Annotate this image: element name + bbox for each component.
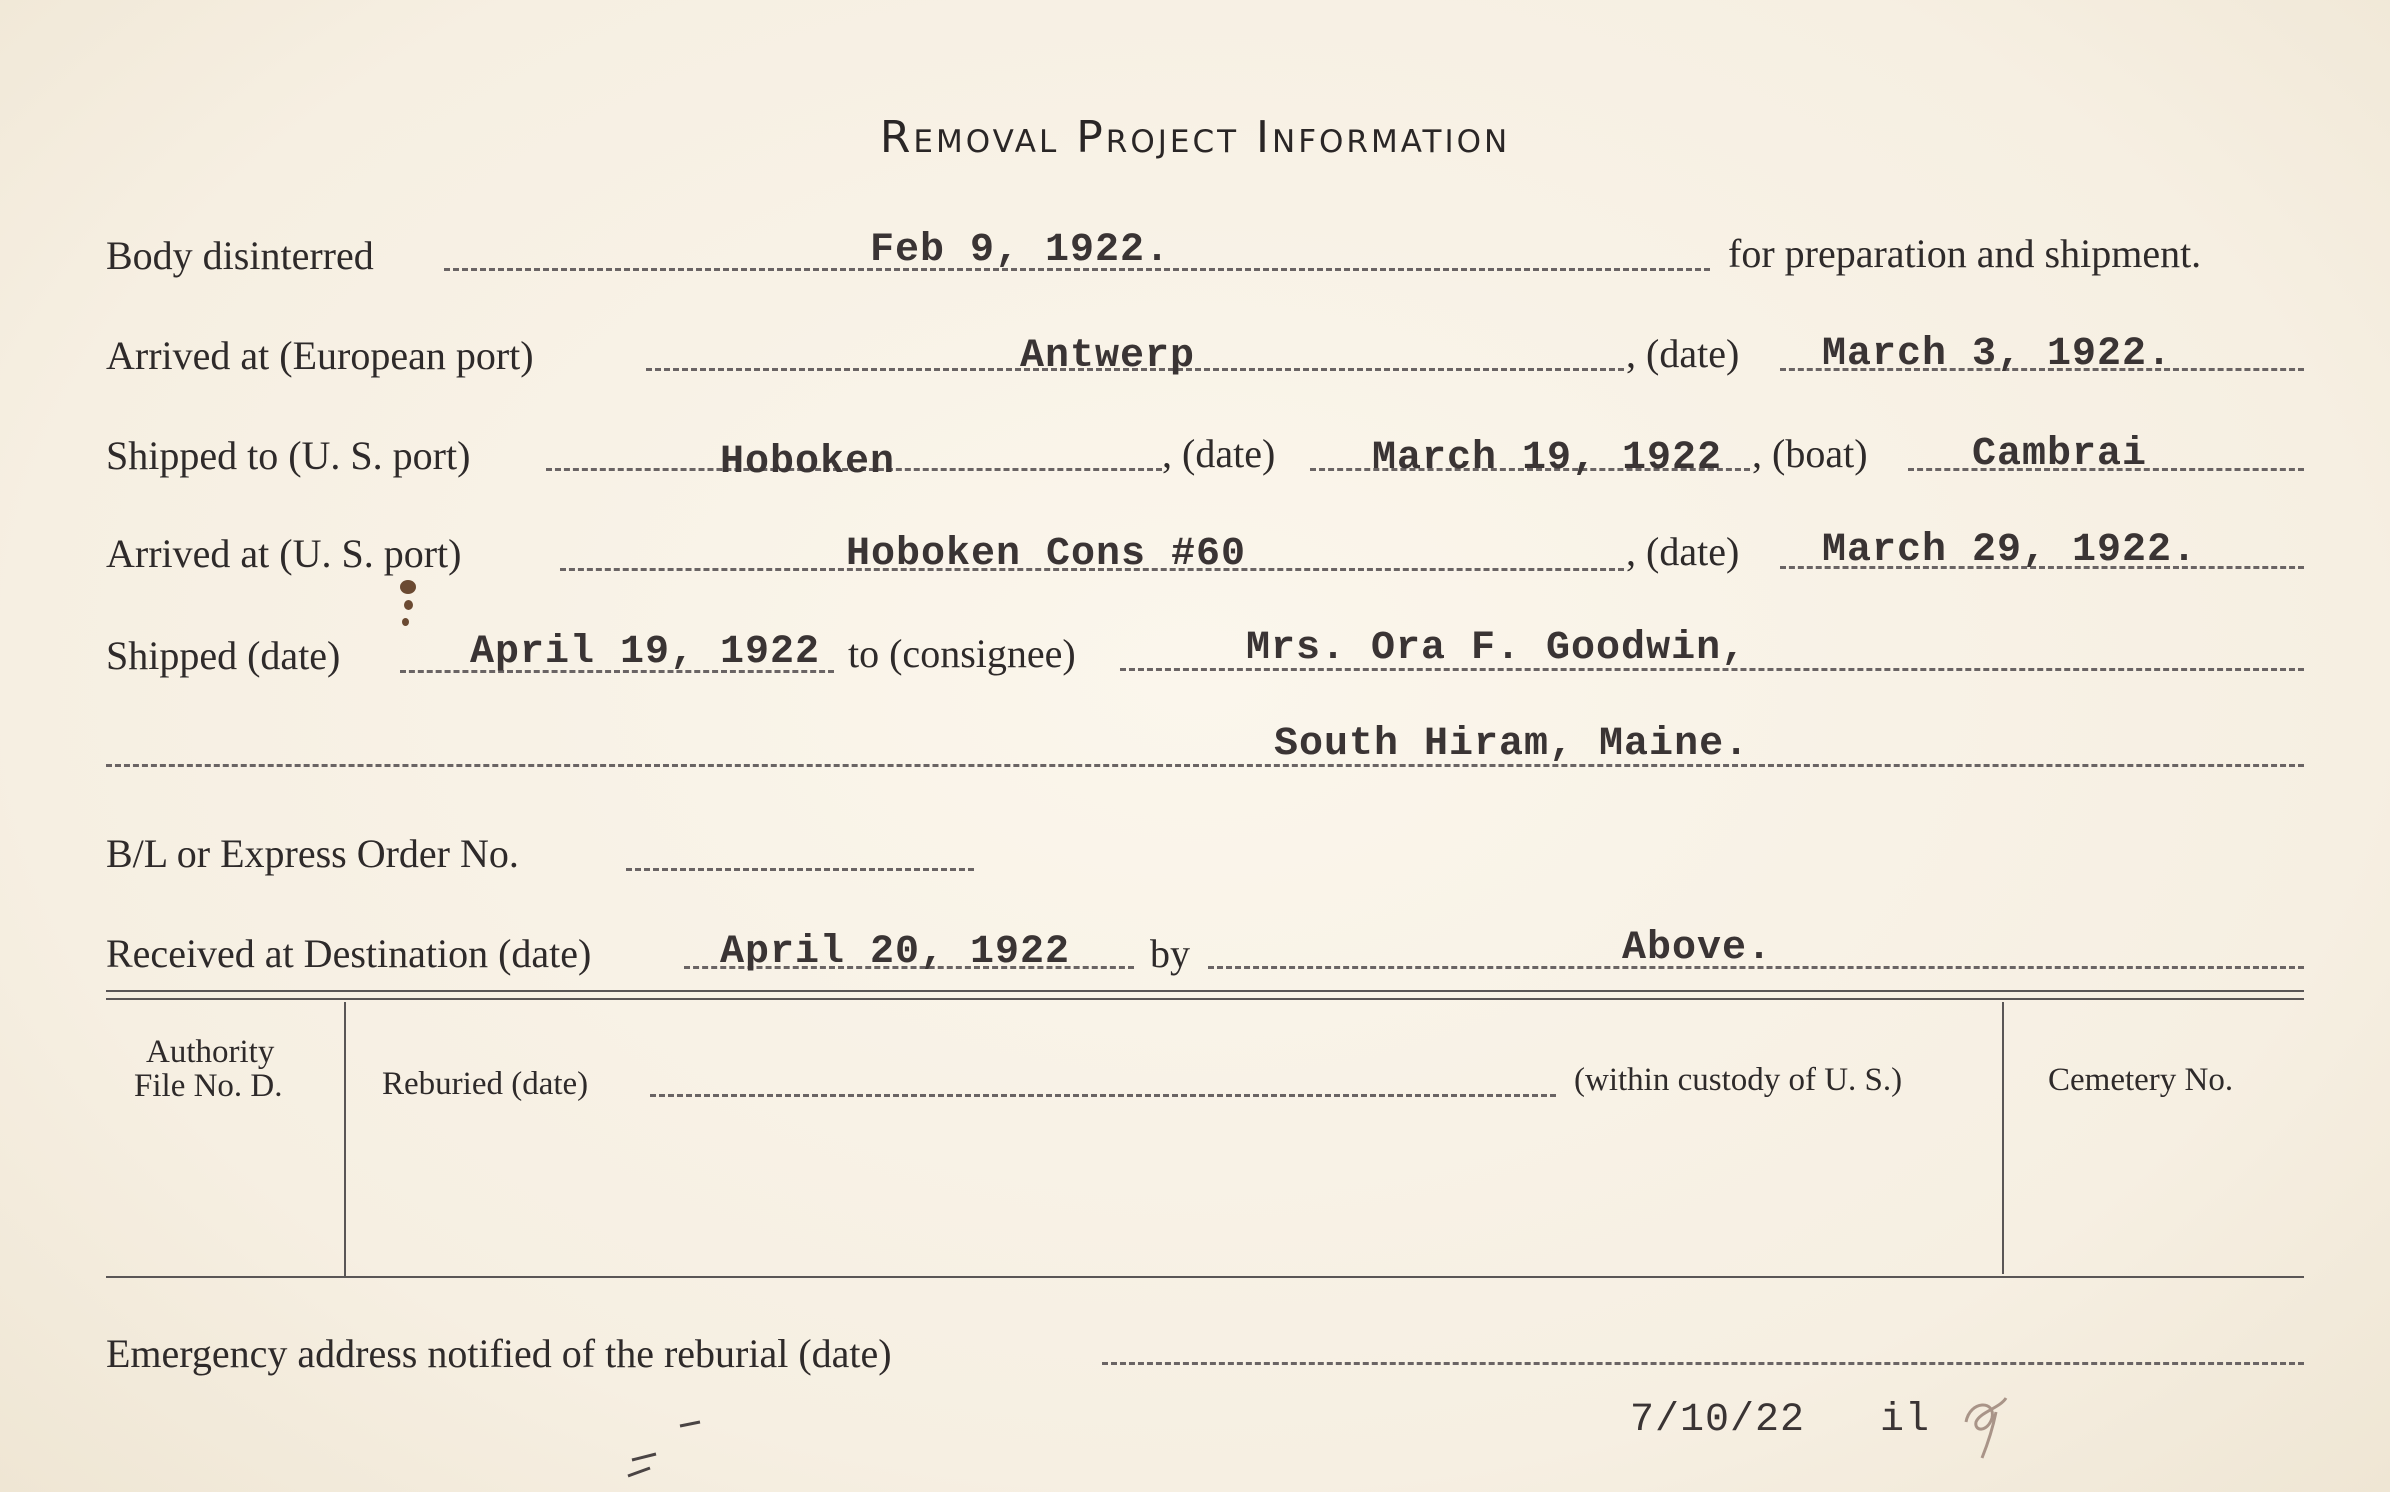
- shipped-us-port: Hoboken: [720, 440, 896, 485]
- arrived-us-date-label: , (date): [1626, 529, 1740, 574]
- footer-initials: il: [1880, 1398, 1931, 1443]
- arrived-eu-label: Arrived at (European port): [106, 333, 534, 378]
- consignee-address: South Hiram, Maine.: [1274, 722, 1750, 767]
- card-title: Removal Project Information: [879, 112, 1511, 163]
- handwritten-initial-mark: [1956, 1392, 2026, 1462]
- box-bottom-rule: [106, 1276, 2304, 1278]
- received-label: Received at Destination (date): [106, 931, 592, 976]
- received-by-label: by: [1150, 931, 1190, 976]
- shipped-us-boat-label: , (boat): [1752, 431, 1868, 476]
- bl-label: B/L or Express Order No.: [106, 831, 519, 876]
- arrived-eu-date-label: , (date): [1626, 331, 1740, 376]
- shipped-date-label: Shipped (date): [106, 633, 341, 678]
- footer-date: 7/10/22: [1630, 1398, 1806, 1443]
- arrived-eu-date: March 3, 1922.: [1822, 332, 2173, 377]
- received-date: April 20, 1922: [720, 930, 1071, 975]
- shipped-us-label: Shipped to (U. S. port): [106, 433, 471, 478]
- shipped-us-boat: Cambrai: [1972, 432, 2148, 477]
- shipped-us-date: March 19, 1922: [1372, 436, 1723, 481]
- disinterred-suffix: for preparation and shipment.: [1728, 231, 2202, 276]
- disinterred-value: Feb 9, 1922.: [870, 228, 1171, 273]
- arrived-eu-port: Antwerp: [1020, 334, 1196, 379]
- emergency-label: Emergency address notified of the reburial (date): [106, 1331, 892, 1376]
- box-divider-right: [2002, 1002, 2004, 1274]
- ink-stain: [400, 580, 416, 594]
- cemetery-label: Cemetery No.: [2048, 1062, 2234, 1098]
- box-top-rule: [106, 990, 2304, 992]
- arrived-us-label: Arrived at (U. S. port): [106, 531, 462, 576]
- box-divider-left: [344, 1002, 346, 1276]
- consignee-label: to (consignee): [848, 631, 1076, 676]
- consignee-name: Mrs. Ora F. Goodwin,: [1246, 626, 1747, 671]
- arrived-us-date: March 29, 1922.: [1822, 528, 2198, 573]
- arrived-us-port: Hoboken Cons #60: [846, 532, 1247, 577]
- received-by: Above.: [1622, 926, 1773, 971]
- pencil-mark: [620, 1410, 720, 1490]
- shipped-us-date-label: , (date): [1162, 431, 1276, 476]
- authority-label-2: File No. D.: [134, 1068, 283, 1104]
- authority-label-1: Authority: [146, 1034, 275, 1070]
- ink-stain: [404, 600, 413, 610]
- custody-label: (within custody of U. S.): [1574, 1062, 1903, 1098]
- ink-stain: [402, 618, 409, 626]
- reburied-label: Reburied (date): [382, 1066, 589, 1102]
- shipped-date: April 19, 1922: [470, 630, 821, 675]
- disinterred-label: Body disinterred: [106, 233, 374, 278]
